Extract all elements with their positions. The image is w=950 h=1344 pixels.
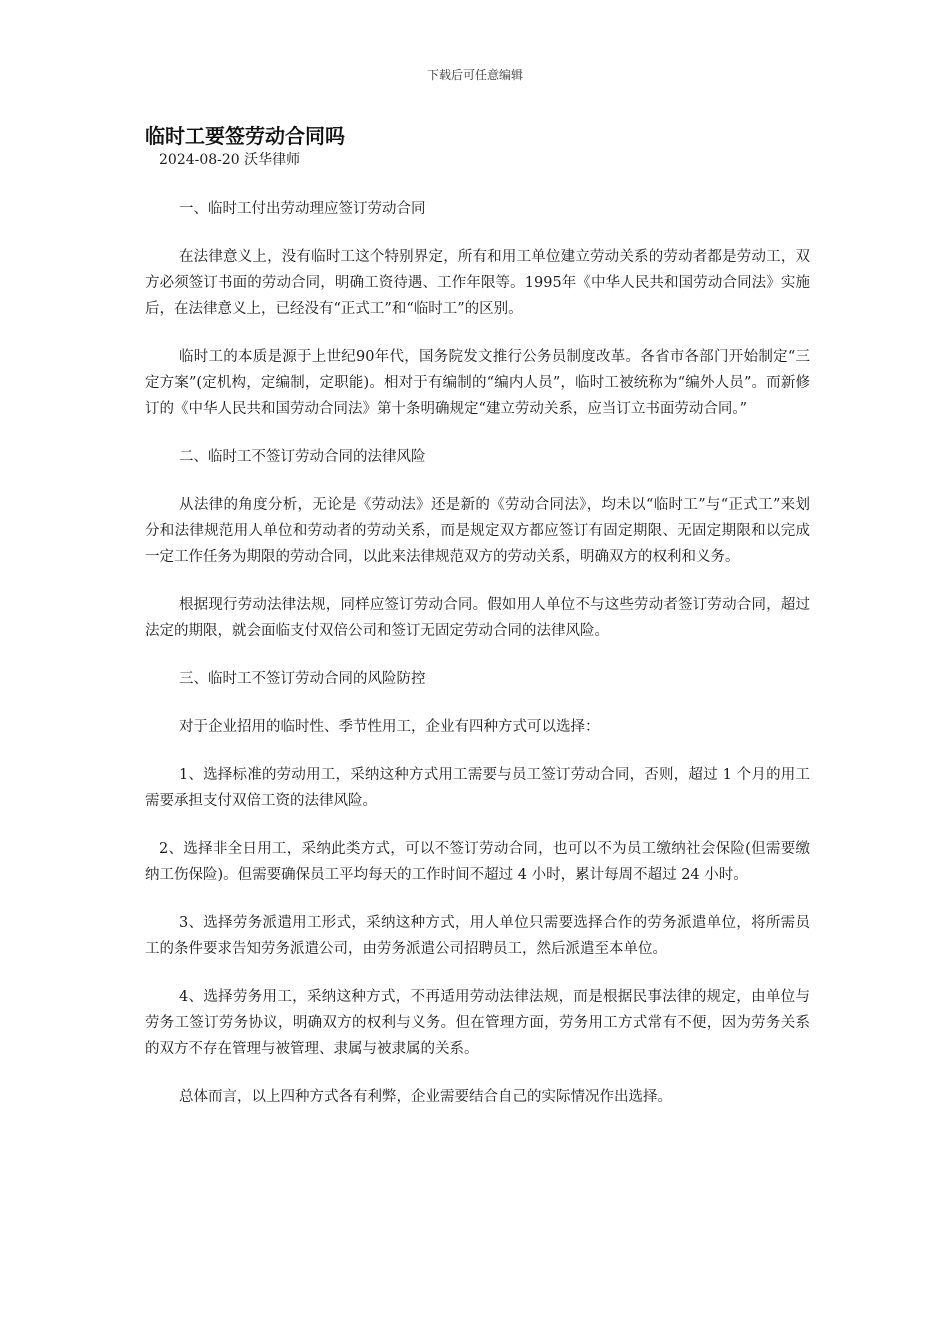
article-meta	[159, 150, 810, 170]
paragraph: 根据现行劳动法律法规，同样应签订劳动合同。假如用人单位不与这些劳动者签订劳动合同，超过法定的期限，就会面临支付双倍公司和签订无固定劳动合同的法律风险。	[145, 597, 810, 639]
article-body	[145, 122, 810, 1110]
list-item-3: 3、选择劳务派遣用工形式，采纳这种方式，用人单位只需要选择合作的劳务派遣单位，将所需员工的条件要求告知劳务派遣公司，由劳务派遣公司招聘员工，然后派遣至本单位。	[145, 915, 810, 957]
paragraph: 对于企业招用的临时性、季节性用工，企业有四种方式可以选择：	[179, 719, 600, 735]
section-heading-2: 二、临时工不签订劳动合同的法律风险	[179, 449, 426, 465]
paragraph: 从法律的角度分析，无论是《劳动法》还是新的《劳动合同法》，均未以“临时工”与“正式工”来划分和法律规范用人单位和劳动者的劳动关系，而是规定双方都应签订有固定期限、无固定期限和以完成一定工作任务为期限的劳动合同，以此来法律规范双方的劳动关系，明确双方的权利和义务。	[145, 497, 810, 565]
article-author: 沃华律师	[244, 152, 301, 168]
paragraph: 临时工的本质是源于上世纪90年代，国务院发文推行公务员制度改革。各省市各部门开始制定“三定方案”(定机构，定编制，定职能)。相对于有编制的“编内人员”，临时工被统称为“编外人员”。而新修订的《中华人民共和国劳动合同法》第十条明确规定“建立劳动关系，应当订立书面劳动合同。”	[145, 349, 810, 417]
article-date: 2024-08-20	[159, 152, 240, 168]
paragraph: 在法律意义上，没有临时工这个特别界定，所有和用工单位建立劳动关系的劳动者都是劳动工，双方必须签订书面的劳动合同，明确工资待遇、工作年限等。1995年《中华人民共和国劳动合同法》实施后，在法律意义上，已经没有“正式工”和“临时工”的区别。	[145, 249, 810, 317]
article-title: 临时工要签劳动合同吗	[145, 124, 345, 148]
list-item-2: 2、选择非全日用工，采纳此类方式，可以不签订劳动合同，也可以不为员工缴纳社会保险(但需要缴纳工伤保险)。但需要确保员工平均每天的工作时间不超过 4 小时，累计每周不超过 24 小时。	[145, 841, 810, 883]
section-heading-1: 一、临时工付出劳动理应签订劳动合同	[179, 201, 426, 217]
page-header-note: 下载后可任意编辑	[426, 68, 523, 82]
section-heading-3: 三、临时工不签订劳动合同的风险防控	[179, 671, 426, 687]
list-item-1: 1、选择标准的劳动用工，采纳这种方式用工需要与员工签订劳动合同，否则，超过 1 个月的用工需要承担支付双倍工资的法律风险。	[145, 767, 810, 809]
list-item-4: 4、选择劳务用工，采纳这种方式，不再适用劳动法律法规，而是根据民事法律的规定，由单位与劳务工签订劳务协议，明确双方的权利与义务。但在管理方面，劳务用工方式常有不便，因为劳务关系的双方不存在管理与被管理、隶属与被隶属的关系。	[145, 989, 810, 1057]
paragraph-conclusion: 总体而言，以上四种方式各有利弊，企业需要结合自己的实际情况作出选择。	[179, 1089, 672, 1105]
